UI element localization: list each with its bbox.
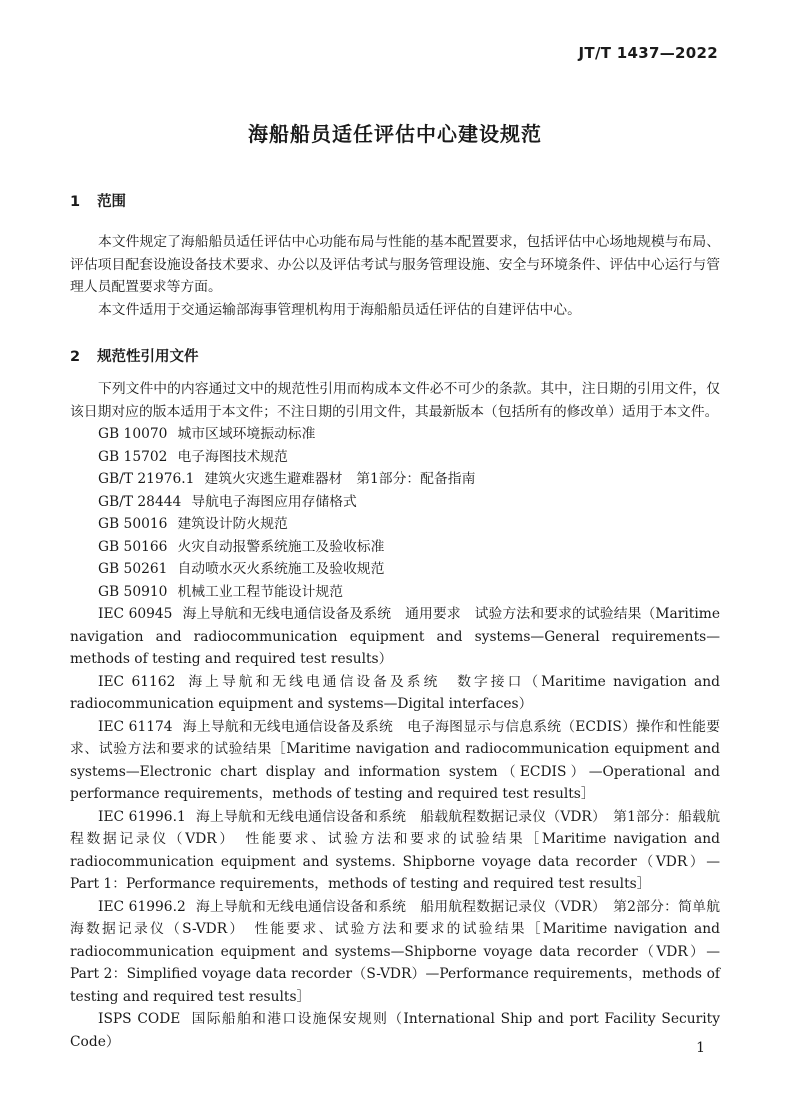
section-1-heading	[70, 190, 126, 211]
document-title: 海船船员适任评估中心建设规范	[248, 122, 542, 146]
reference-item	[70, 558, 720, 581]
reference-code: GB 50261	[98, 561, 168, 577]
reference-title: 国际船舶和港口设施保安规则（International Ship and port Facility Security Code）	[70, 1011, 721, 1050]
section-2-body	[70, 378, 720, 1053]
reference-title: 海上导航和无线电通信设备及系统 数字接口（Maritime navigation and radiocommunication equipment and systems—Digital interfaces）	[70, 673, 720, 712]
reference-code: IEC 61162	[98, 673, 176, 690]
reference-title: 导航电子海图应用存储格式	[191, 493, 357, 510]
reference-item	[70, 671, 720, 716]
reference-item	[70, 536, 720, 559]
paragraph: 本文件适用于交通运输部海事管理机构用于海船船员适任评估的自建评估中心。	[98, 301, 581, 318]
reference-title: 海上导航和无线电通信设备及系统 通用要求 试验方法和要求的试验结果（Maritime navigation and radiocommunication equipment and systems—General requirements—methods of testing and required test results）	[70, 606, 720, 667]
reference-code: IEC 61174	[98, 718, 173, 735]
section-number: 2	[70, 349, 81, 365]
reference-code: IEC 60945	[98, 606, 173, 622]
section-title: 范围	[97, 194, 127, 210]
section-number: 1	[70, 194, 81, 210]
reference-item	[70, 1008, 720, 1053]
reference-title: 机械工业工程节能设计规范	[177, 583, 343, 600]
reference-item	[70, 491, 720, 514]
reference-title: 建筑火灾逃生避难器材 第1部分：配备指南	[204, 471, 476, 487]
reference-item	[70, 468, 720, 491]
reference-code: GB 50016	[98, 516, 168, 532]
reference-title: 海上导航和无线电通信设备和系统 船载航程数据记录仪（VDR） 第1部分：船载航程数据记录仪（VDR） 性能要求、试验方法和要求的试验结果［Maritime navigation and radiocommunication equipment and systems. Shipborne voyage data recorder（VDR）—Part 1：Performance requirements，methods of testing and required test results］	[70, 808, 720, 892]
reference-code: GB 15702	[98, 448, 168, 465]
page-number: 1	[696, 1040, 705, 1056]
reference-code: GB/T 28444	[98, 493, 182, 510]
reference-code: ISPS CODE	[98, 1011, 181, 1027]
reference-title: 海上导航和无线电通信设备和系统 船用航程数据记录仪（VDR） 第2部分：简单航海数据记录仪（S-VDR） 性能要求、试验方法和要求的试验结果［Maritime navigation and radiocommunication equipment and systems—Shipborne voyage data recorder（VDR）—Part 2：Simplified voyage data recorder（S-VDR）—Performance requirements，methods of testing and required test results］	[70, 898, 720, 1005]
reference-code: IEC 61996.1	[98, 808, 186, 825]
reference-title: 建筑设计防火规范	[177, 516, 288, 532]
reference-item	[70, 513, 720, 536]
reference-item	[70, 446, 720, 469]
section-title: 规范性引用文件	[97, 349, 199, 365]
reference-code: GB 50910	[98, 583, 168, 600]
reference-code: IEC 61996.2	[98, 898, 186, 915]
reference-title: 海上导航和无线电通信设备及系统 电子海图显示与信息系统（ECDIS）操作和性能要求、试验方法和要求的试验结果［Maritime navigation and radiocommunication equipment and systems—Electronic chart display and information system（ECDIS）—Operational and performance requirements，methods of testing and required test results］	[70, 718, 720, 802]
reference-item	[70, 423, 720, 446]
reference-item	[70, 896, 720, 1009]
section-1-body	[70, 231, 720, 321]
reference-title: 电子海图技术规范	[177, 448, 288, 465]
reference-code: GB 10070	[98, 426, 168, 442]
reference-title: 自动喷水灭火系统施工及验收规范	[177, 561, 385, 577]
reference-item	[70, 603, 720, 671]
reference-item	[70, 806, 720, 896]
section-2-heading	[70, 345, 199, 366]
reference-list	[70, 423, 720, 1053]
reference-item	[70, 581, 720, 604]
paragraph: 本文件规定了海船船员适任评估中心功能布局与性能的基本配置要求，包括评估中心场地规模与布局、评估项目配套设施设备技术要求、办公以及评估考试与服务管理设施、安全与环境条件、评估中心运行与管理人员配置要求等方面。	[70, 234, 720, 295]
standard-code: JT/T 1437—2022	[578, 44, 718, 62]
paragraph: 下列文件中的内容通过文中的规范性引用而构成本文件必不可少的条款。其中，注日期的引用文件，仅该日期对应的版本适用于本文件；不注日期的引用文件，其最新版本（包括所有的修改单）适用于本文件。	[70, 381, 720, 420]
reference-item	[70, 716, 720, 806]
reference-code: GB/T 21976.1	[98, 471, 195, 487]
reference-code: GB 50166	[98, 538, 168, 555]
reference-title: 火灾自动报警系统施工及验收标准	[177, 538, 385, 555]
reference-title: 城市区域环境振动标准	[177, 426, 316, 442]
